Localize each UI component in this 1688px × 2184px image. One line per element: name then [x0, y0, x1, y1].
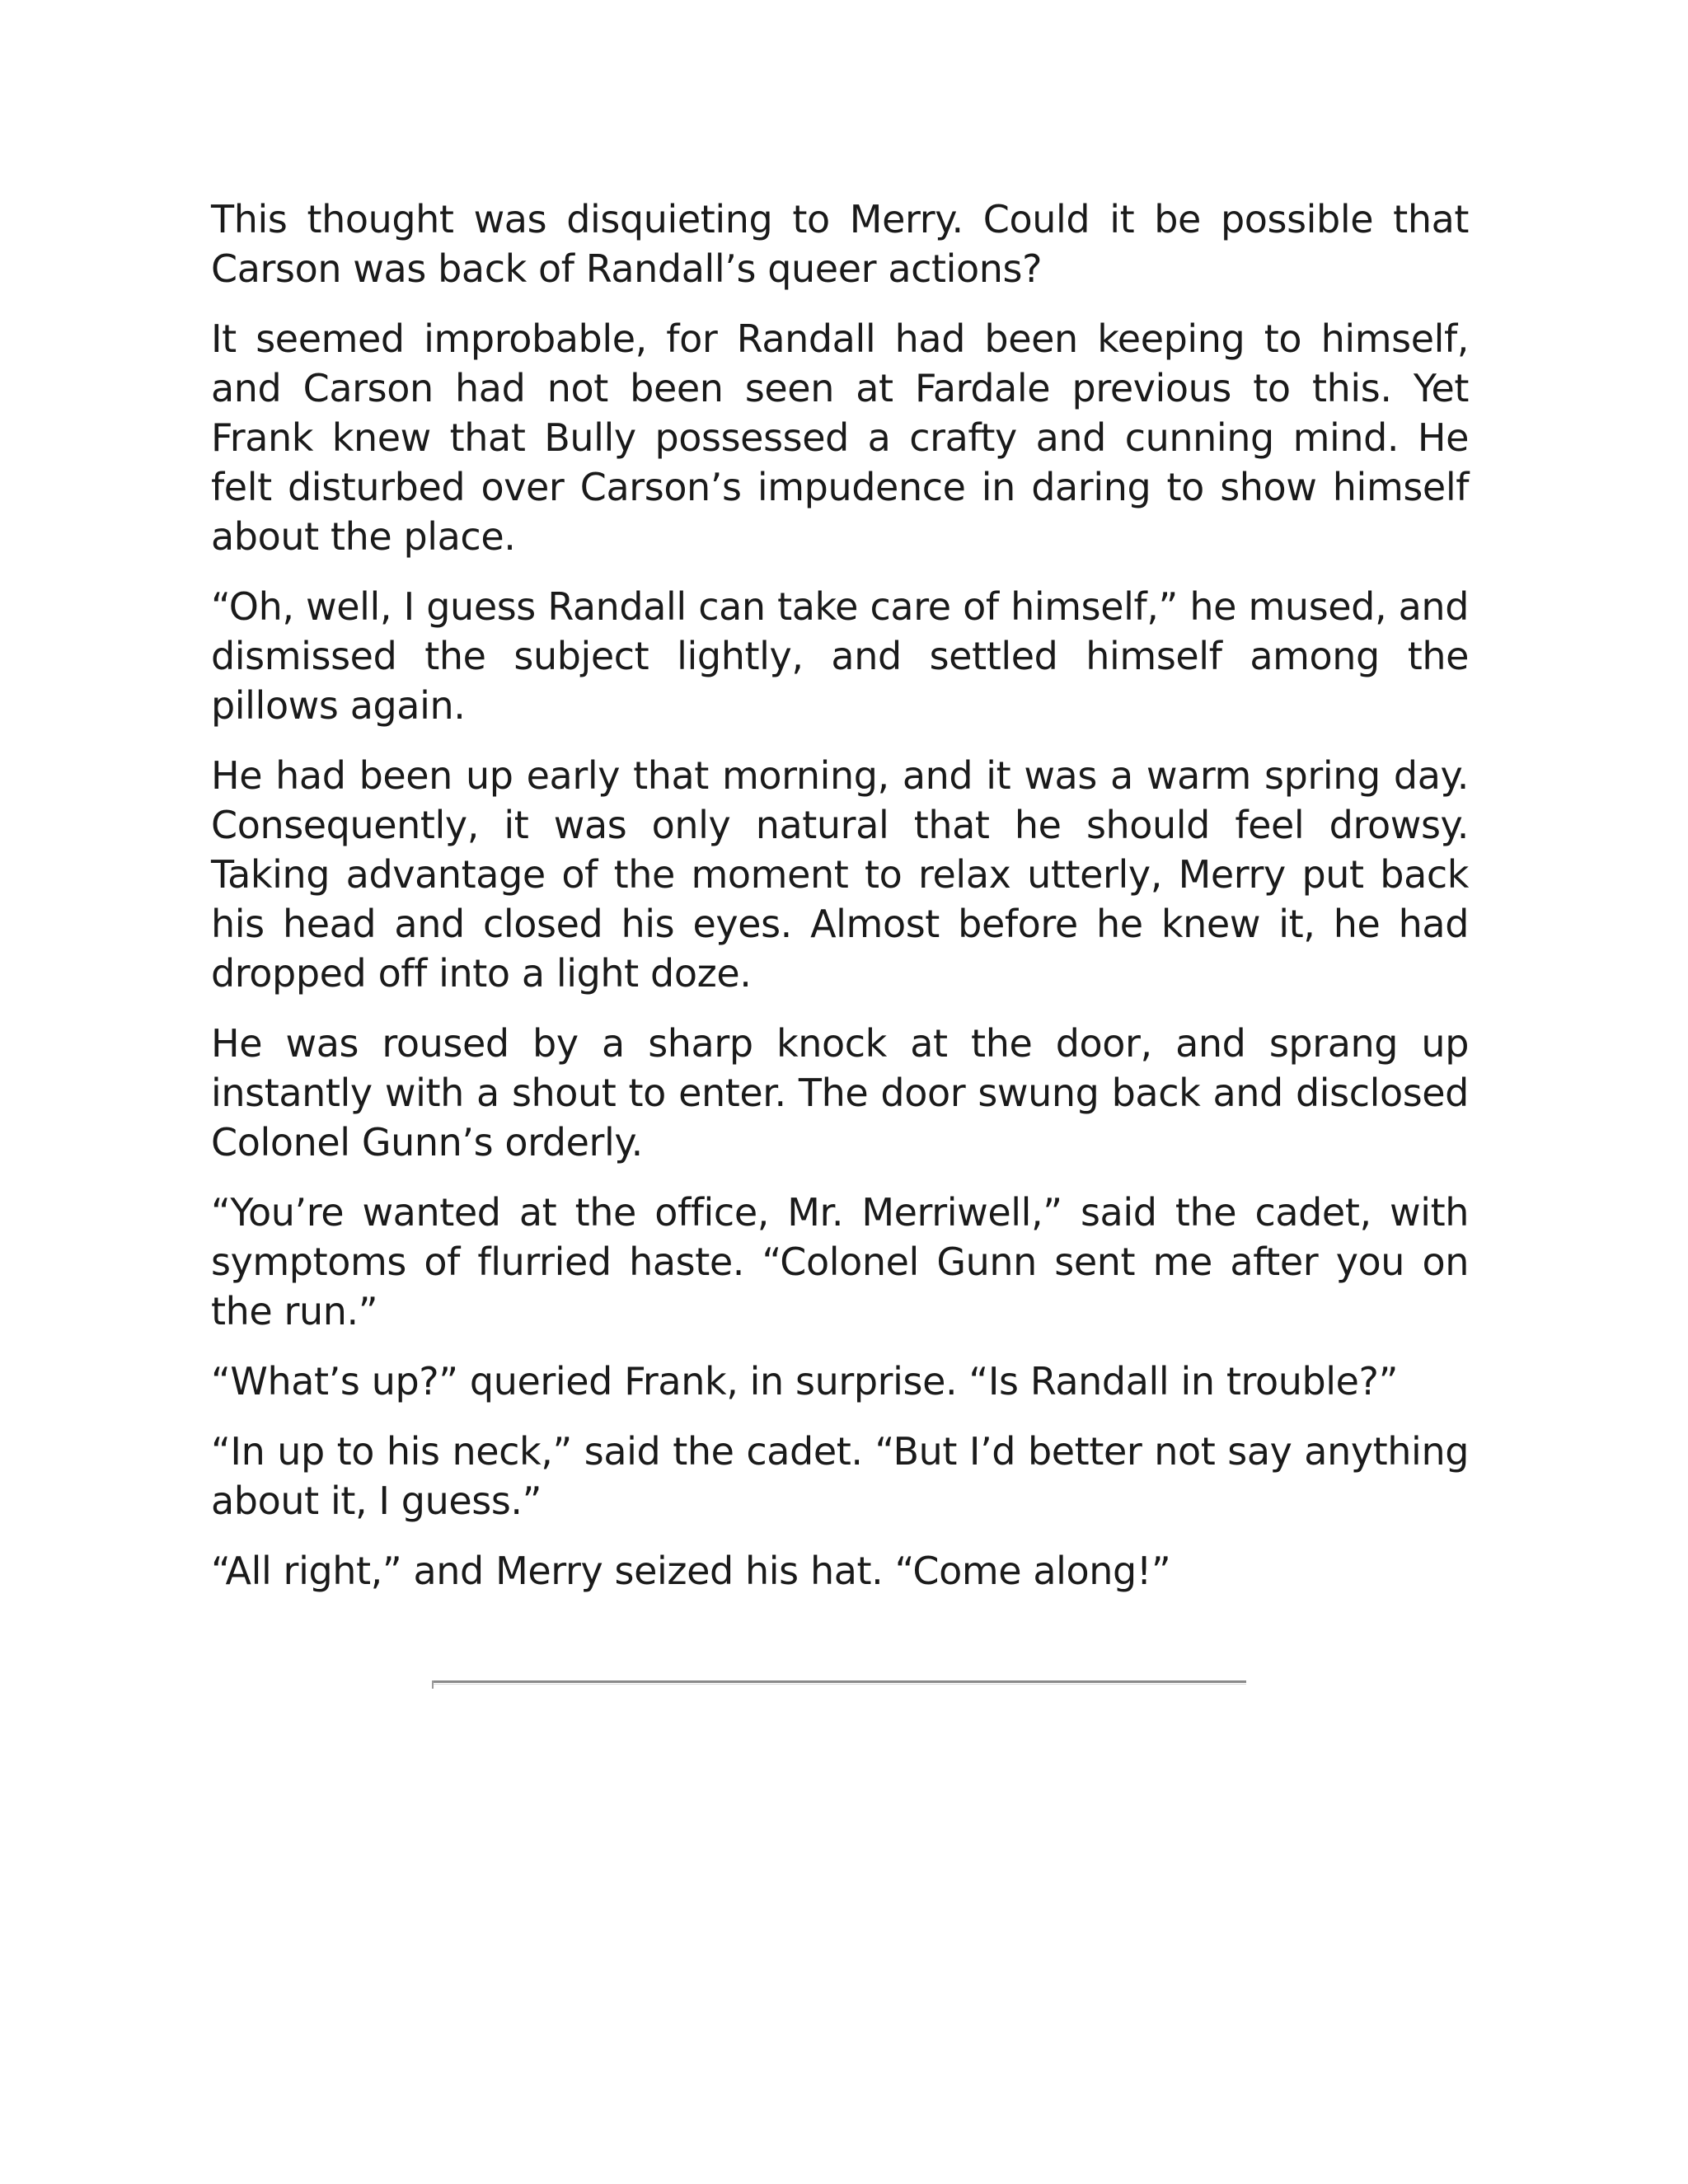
paragraph-2: It seemed improbable, for Randall had been keeping to himself, and Carson had not been seen at Fardale previous to this. Yet Frank knew that Bully possessed a crafty and cunning mind. He felt disturbed over Carson’s impudence in daring to show himself about the place. [211, 316, 1469, 559]
paragraph-4: He had been up early that morning, and it was a warm spring day. Consequently, it was only natural that he should feel drowsy. Taking advantage of the moment to relax utterly, Merry put back his head and closed his eyes. Almost before he knew it, he had dropped off into a light doze. [211, 753, 1469, 996]
paragraph-5: He was roused by a sharp knock at the door, and sprang up instantly with a shout to enter. The door swung back and disclosed Colonel Gunn’s orderly. [211, 1021, 1469, 1165]
paragraph-7: “What’s up?” queried Frank, in surprise. “Is Randall in trouble?” [211, 1359, 1399, 1404]
paragraph-1: This thought was disquieting to Merry. Could it be possible that Carson was back of Randall’s queer actions? [211, 197, 1469, 291]
paragraph-8: “In up to his neck,” said the cadet. “But I’d better not say anything about it, I guess.” [211, 1429, 1469, 1523]
paragraph-3: “Oh, well, I guess Randall can take care of himself,” he mused, and dismissed the subject lightly, and settled himself among the pillows again. [211, 584, 1469, 728]
section-divider [432, 1680, 1246, 1683]
section-divider-shadow [434, 1684, 1246, 1685]
paragraph-6: “You’re wanted at the office, Mr. Merriwell,” said the cadet, with symptoms of flurried haste. “Colonel Gunn sent me after you on the run.” [211, 1190, 1469, 1333]
paragraph-9: “All right,” and Merry seized his hat. “Come along!” [211, 1549, 1171, 1593]
body-text [211, 194, 1469, 1616]
section-divider-tick [432, 1680, 434, 1689]
